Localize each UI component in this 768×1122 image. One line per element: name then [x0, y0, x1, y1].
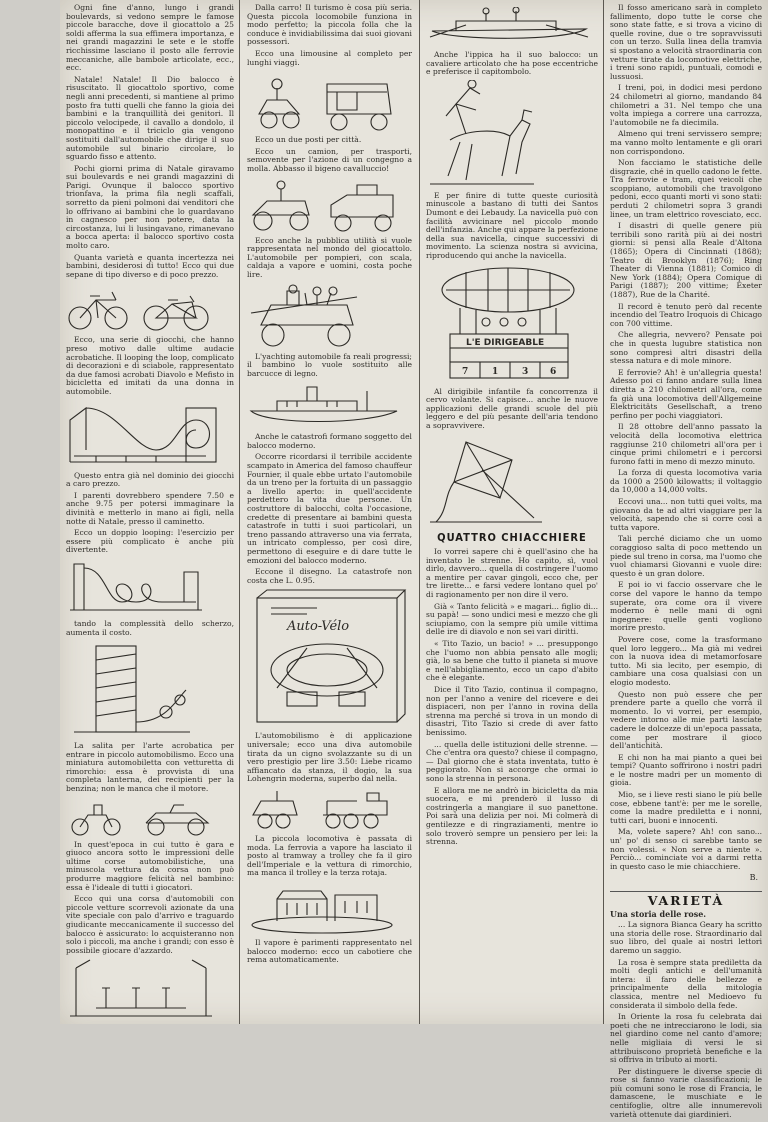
paragraph: Il 28 ottobre dell'anno passato la velocità della locomotiva elettrica raggiunse 210 chilometri all'ora per i cinque primi chilometri e i percorsi furono fatti in meno di mezzo minuto.: [610, 422, 762, 466]
airship-number: 6: [550, 366, 557, 377]
paragraph: Tali perché diciamo che un uomo coraggioso salta di poco mettendo un piede sul treno in corsa, ma l'uomo che vuol chiamarsi Giovanni e vuole dire: questo è un gran dolore.: [610, 534, 762, 578]
paragraph: Dice il Tito Tazio, continua il compagno, non per l'anno a venire del ricevere e dei dispiaceri, non per l'anno in rovina della strenna ma perché si trova in un mondo di disastri, Tito Tazio si crede di aver fatto benissimo.: [426, 685, 598, 737]
paragraph: I disastri di quelle genere più terribili sono rarità più ai dei nostri giorni: si pensi alla Reale d'Altona (1865); Opera di Cincinnati (1868); Teatro di Brooklyn (1876); Ring Theater di Vienna (1881); Comico di New York (1884); Opera Comique di Parigi (1887); 200 vittime; Exeter (1887), Rue de la Charité.: [610, 221, 762, 299]
paragraph: Ecco una limousine al completo per lunghi viaggi.: [247, 48, 412, 67]
paragraph: Mio, se i lieve resti siano le più belle cose, ebbene tant'è: per me le sorelle, come la madre prediletta e i nonni, tutti cari, buoni e innocenti.: [610, 790, 762, 825]
article-subhead: Una storia delle rose.: [610, 908, 707, 919]
spiral-tower-illustration: [66, 640, 234, 738]
limousine-illustration: [247, 70, 412, 132]
toy-cars-illustration: [66, 797, 234, 837]
paragraph: L'yachting automobile fa reali progressi; il bambino lo vuole sostituito alle barcucce di legno.: [247, 351, 412, 378]
paragraph: Ecco, una serie di giocchi, che hanno preso motivo dalle ultime audacie acrobatiche. Il looping the loop, complicato di decorazioni e di sciabole, rappresentato da due famosi acrobati Diavolo e Mefisto in bicicletta ed imitati da una donna in automobile.: [66, 335, 234, 396]
paragraph: La salita per l'arte acrobatica per entrare in piccolo automobilismo. Ecco una miniatura automobiletta con vetturetta di rimorchio: essa è provvista di una completa lanterna, dei recipienti per la benzina; non le manca che il motore.: [66, 741, 234, 794]
paragraph: ... quella delle istituzioni delle strenne. — Che c'entra ora questo? chiese il compagno, — Dal giorno che è stata inventata, tutto è peggiorato. Non si accorge che ormai io sono la strenna in persona.: [426, 739, 598, 783]
looping-track-illustration: [66, 400, 234, 468]
svg-text:Auto-Vélo: Auto-Vélo: [287, 619, 350, 635]
column-4: [610, 4, 762, 1122]
paragraph: Ogni fine d'anno, lungo i grandi boulevards, si vedono sempre le famose piccole baracche, dove il giocattolo a 25 soldi afferma la sua effimera importanza, e nei grandi magazzini le sete e le stoffe ricchissime lasciano il posto alle ferrovie meccaniche, alle bambole articolate, ecc., ecc.: [66, 3, 234, 73]
paragraph: E allora me ne andrò in bicicletta da mia suocera, e mi prenderò il lusso di costringerla a mangiare il suo panettone. Poi sarà una delizia per noi. Mi colmerà di gentilezze e di ringraziamenti, mentre io solo troverò sempre un pensiero per lei: la strenna.: [426, 785, 598, 847]
paragraph: E poi io vi faccio osservare che le corse del vapore le hanno da tempo superate, ora come ora il vivere moderno è nelle mani di ogni ingegnere: quelle genti vogliono morire presto.: [610, 580, 762, 633]
paragraph: Ma, volete sapere? Ah! con sano... un' po' di senso ci sarebbe tanto se non volessi. « Non serve a niente ». Perciò... cominciate voi a darmi retta in questo caso le mie chiacchiere.: [610, 827, 762, 871]
paragraph: In Oriente la rosa fu celebrata dai poeti che ne intrecciarono le lodi, sia nel giardino come nel canto d'amore; nelle migliaia di versi le si attribuiscono proprietà benefiche e la si offriva in tributo ai morti.: [610, 1012, 762, 1065]
airship-number: 7: [462, 366, 469, 377]
paragraph: Povere cose, come la trasformano quel loro leggero... Ma già mi vedrei con la nuova idea di metamorfosare tutto. Mi sia lecito, per esempio, di cambiare una cosa qualsiasi con un elogio modesto.: [610, 634, 762, 687]
paragraph: Anche l'ippica ha il suo balocco: un cavaliere articolato che ha pose eccentriche e preferisce il capitombolo.: [426, 50, 598, 77]
column-1: [66, 4, 234, 1024]
column-divider: [239, 0, 240, 1024]
bicycles-illustration: [66, 282, 234, 332]
column-divider: [603, 0, 604, 1024]
airship-label: L'E DIRIGEABLE: [466, 337, 545, 348]
catastrophe-toy-box-illustration: [247, 588, 412, 728]
paragraph: Ecco anche la pubblica utilità si vuole rappresentata nel mondo del giocattolo. L'automobile per pompieri, con scala, caldaja a vapore e uomini, costa poche lire.: [247, 235, 412, 279]
paragraph: Ecco qui una corsa d'automobili con piccole vetture scorrevoli azionate da una vite speciale con palo d'arrivo e traguardo giudicante meccanicamente il successo del balocco è assicurato: lo acquisteranno non solo i piccoli, ma anche i grandi; con esso è possibile giocare d'azzardo.: [66, 894, 234, 955]
signature: B.: [749, 873, 758, 883]
paragraph: Al dirigibile infantile fa concorrenza il cervo volante. Si capisce... anche le nuove applicazioni delle grandi scuole del più leggero e del più pesante dell'aria tendono a sopravvivere.: [426, 386, 598, 430]
paragraph: Eccovi una... non tutti quei volts, ma giovano da te ad altri viaggiare per la velocità, sapendo che si corre così a tutta vapore.: [610, 497, 762, 532]
paragraph: Dalla carro! Il turismo è cosa più seria. Questa piccola locomobile funziona in modo perfetto; la piccola folla che la conduce è invidiabilissima dai suoi giovani possessori.: [247, 3, 412, 47]
paragraph: Ecco un doppio looping: l'esercizio per essere più complicato è anche più divertente.: [66, 528, 234, 555]
steam-boat-illustration: [247, 381, 412, 429]
paragraph: Natale! Natale! Il Dio balocco è risuscitato. Il giocattolo sportivo, come negli anni precedenti, si mantiene al primo posto fra tutti quelli che fanno la gioia dei bambini e la tranquillità dei genitori. Il piccolo velocipede, il cavallo a dondolo, il monopattino e il triciclo gia vengono sostituiti dall'automobile che dirige il suo automobile sul binario circolare, lo sguardo fisso e attento.: [66, 74, 234, 162]
paragraph: ... La signora Bianca Geary ha scritto una storia delle rose. Straordinario dal suo libro, del quale ai nostri lettori daremo un saggio.: [610, 920, 762, 955]
double-looping-illustration: [66, 558, 234, 616]
fire-engine-illustration: [247, 283, 412, 349]
paragraph: Che allegria, nevvero? Pensate poi che in questa lugubre statistica non sono compresi altri disastri della stessa natura e di mole minore.: [610, 330, 762, 366]
kite-illustration: [426, 434, 598, 526]
paragraph: Pochi giorni prima di Natale giravamo sui boulevards e nei grandi magazzini di Parigi. Ovunque il balocco sportivo trionfava, la prima fila negli scaffali, sorretto da pieni polmoni dai venditori che lo offrivano ai bambini che lo guardavano in cagnesco per non potere, data la circostanza, lui li lusingavano, rimanevano a bocca aperta: il balocco sportivo costa molto caro.: [66, 163, 234, 251]
paragraph: Quanta varietà e quanta incertezza nei bambini, desiderosi di tutto! Ecco qui due sepane di tipo diverso e di poco prezzo.: [66, 252, 234, 279]
paragraph: Già « Tanto felicità » e magari... figlio di... su papà! — sono undici mesi e mezzo che gli sciupiamo, con la sempre più umile vittima delle ire di diavolo e non sei vari diritti.: [426, 601, 598, 637]
paragraph: I treni, poi, in dodici mesi perdono 24 chilometri al giorno, mandando 84 chilometri a 31. Nel tempo che una volta impiega a correre una carrozza, l'automobile ne fa diecimila.: [610, 83, 762, 127]
paragraph: Questo entra già nel dominio dei giocchi a caro prezzo.: [66, 470, 234, 489]
section-heading: VARIETÀ: [610, 891, 762, 906]
paragraph: Anche le catastrofi formano soggetto del balocco moderno.: [247, 432, 412, 450]
paragraph: E ferrovie? Ah! è un'allegria questa! Adesso poi ci fanno andare sulla linea diretta a 210 chilometri all'ora, come fa già una locomotiva dell'Allgemeine Elektricitäts Gesellschaft, a treno perfino per pochi viaggiatori.: [610, 367, 762, 420]
race-track-illustration: [66, 958, 234, 1020]
paragraph: Non facciamo le statistiche delle disgrazie, ché in quello cadono le fette. Tra ferrovie e tram, quei veicoli che scoppiano, automobili che travolgono pedoni, ecco quanti morti vi sono stati: perduti 2 chilometri sopra 3 grandi linee, un tram elettrico rovesciato, ecc.: [610, 158, 762, 219]
paragraph: L'automobilismo è di applicazione universale; ecco una diva automobile tirata da un cigno svolazzante su di un vero prestigio per lire 3.50: Liebe ricamo affiancato da stanza, il dogio, la sua Lohengrin moderna, superbo dal nella.: [247, 731, 412, 784]
paragraph: I parenti dovrebbero spendere 7.50 e anche 9.75 per potersi immaginare la divinità e metterlo in mano ai figli, nella notte di Natale, presso il caminetto.: [66, 490, 234, 526]
paragraph: Il record è tenuto però dal recente incendio del Teatro Iroquois di Chicago con 700 vittime.: [610, 301, 762, 328]
paragraph: Io vorrei sapere chi è quell'asino che ha inventato le strenne. Ho capito, sì, vuol dirlo, davvero... quella di costringere l'uomo a mentire per cavar gingoli, ecco che, per tre lirette... e farsi vedere lontano quel po' di ragionamento per non dire il vero.: [426, 547, 598, 600]
paragraph: tando la complessità dello scherzo, aumenta il costo.: [66, 618, 234, 637]
paragraph: Il fosso americano sarà in completo fallimento, dopo tutte le corse che sono state fatte, e si trova a vicino di quelle rovine, due o tre sopravvissuti con un terzo. Sulla linea della tramvia si spostano a velocità straordinaria con vetture tirate da locomotive elettriche, i treni sono rapidi, puntuali, comodi e lussuosi.: [610, 3, 762, 81]
paragraph: Ecco un due posti per città.: [255, 135, 362, 145]
airship-illustration: [426, 264, 598, 384]
paragraph: E per finire di tutte queste curiosità minuscole a bastano di tutti dei Santos Dumont e dei Lebaudy. La navicella può con facilità avvicinare nel piccolo mondo dell'infanzia. Anche qui appare la perfezione della sua navicella, cinque successivi di movimento. La scienza nostra si avvicina, riproducendo qui anche la navicella.: [426, 190, 599, 260]
newspaper-page: [60, 0, 768, 1119]
paragraph: La rosa è sempre stata prediletta da molti degli antichi e dell'umanità intera: il faro delle bellezze e principalmente della mitologia classica, mentre nel Medioevo fu considerata il simbolo della fede.: [610, 957, 762, 1010]
paragraph: Il vapore è parimenti rappresentato nel balocco moderno: ecco un cabotiere che rema automaticamente.: [247, 937, 412, 965]
airship-number: 1: [492, 366, 499, 377]
horse-rider-illustration: [426, 80, 598, 188]
paragraph: Almeno qui treni servissero sempre; ma vanno molto lentamente e gli orari non corrispondono.: [610, 129, 762, 156]
camion-illustration: [247, 177, 412, 233]
paragraph: La piccola locomotiva è passata di moda. La ferrovia a vapore ha lasciato il posto al tramway a trolley che fa il giro dell'Imperiale e la vettura di rimorchio, ma manca il trolley e la terza rotaja.: [247, 833, 412, 878]
column-3: [426, 4, 598, 850]
paragraph: La forza di questa locomotiva varia da 1000 a 2500 kilowatts; il voltaggio da 10,000 a 14,000 volts.: [610, 468, 762, 495]
paragraph: Per distinguere le diverse specie di rose si fanno varie classificazioni; le più comuni sono le rose di Francia, le damascene, le muschiate e le centifoglie, oltre alle innumerevoli varietà ottenute dai giardinieri.: [610, 1066, 762, 1119]
column-divider: [419, 0, 420, 1024]
section-heading: QUATTRO CHIACCHIERE: [437, 530, 587, 544]
rowing-boat-illustration: [426, 7, 598, 47]
paragraph: « Tito Tazio, un bacio! » ... presuppongo che l'uomo non abbia pensato alle mogli; già, lo sa bene che tutto il pianeta si muove e nell'abbigliamento, ecco un capo d'abito che è elegante.: [426, 639, 598, 683]
locomotive-illustration: [247, 787, 412, 831]
paragraph: Questo non può essere che per prendere parte a quello che vorrà il momento. Io vi vorrei, per esempio, vedere intorno alle mie parti lasciate cadere le dolcezze di un'epoca passata, come per mostrare il gioco dell'antichità.: [610, 689, 762, 751]
paragraph: E chi non ha mai pianto a quei bei tempi? Quanto soffrirono i nostri padri e le nostre madri per un momento di gioia.: [610, 752, 762, 788]
column-2: [247, 4, 412, 968]
paragraph: In quest'epoca in cui tutto è gara e giuoco ancora sotto le impressioni delle ultime corse automobilistiche, una minuscola vettura da corsa non può produrre maggiore felicità nel bambino: essa è l'ideale di tutti i giocatori.: [66, 839, 234, 892]
paragraph: Eccone il disegno. La catastrofe non costa che L. 0.95.: [247, 567, 412, 585]
paragraph: Occorre ricordarsi il terribile accidente scampato in America del famoso chauffeur Fournier, il quale ebbe urtato l'automobile da un treno per la fortuita di un passaggio a livello aperto: in quell'accidente perdettero la vita due persone. Un costruttore di balocchi, colta l'occasione, credette di presentare ai bambini questa catastrofe in tutti i suoi particolari, un treno passando attraverso una via ferrata, un intricato complesso, per così dire, permettono di eseguire e di dare tutte le emozioni del balocco moderno.: [247, 452, 412, 565]
airship-number: 3: [522, 366, 529, 377]
paragraph: Ecco un camion, per trasporti, semovente per l'azione di un congegno a molla. Abbasso il bigeno cavalluccio!: [247, 146, 412, 173]
tramway-illustration: [247, 881, 412, 935]
